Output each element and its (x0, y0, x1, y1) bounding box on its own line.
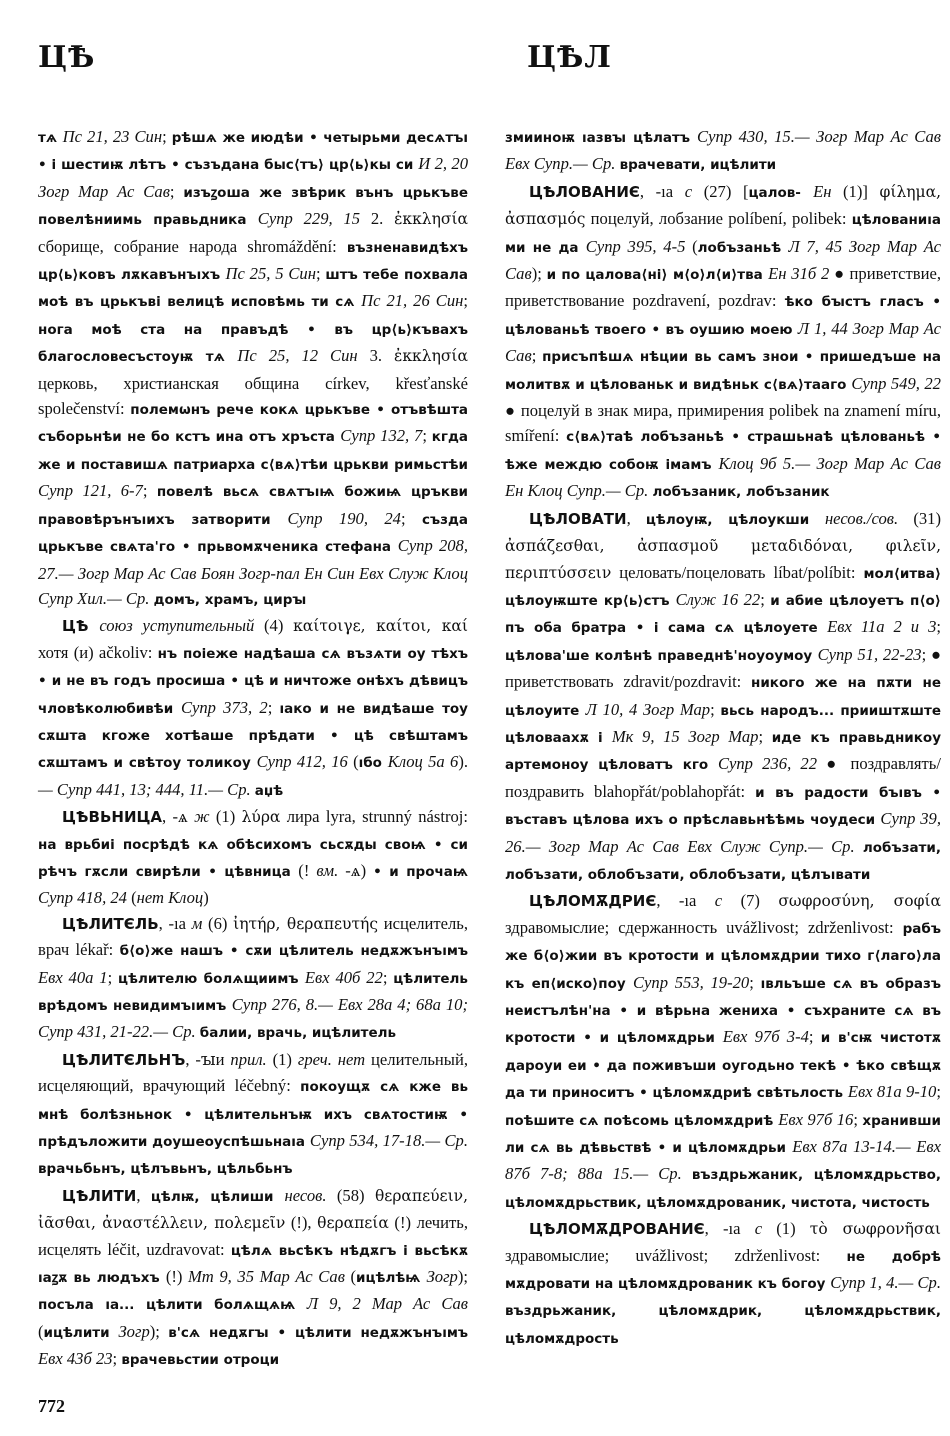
old-slavonic-quote: ицѣлѣѩ (356, 1270, 427, 1287)
definition-text: (1) (209, 807, 242, 827)
definition-text: ); (457, 1267, 468, 1287)
definition-text: ) (203, 888, 209, 908)
citation-text: Мк 9, 15 Зогр Мар (611, 726, 759, 746)
citation-text: Супр 549, 22 (851, 373, 941, 393)
old-slavonic-quote: покоущѫ сѧ кже вь мнѣ болѣзньнок • цѣлительнъѭ ихъ свѧтостиѭ • прѣдъложити доушеоуспѣшьнаıа (38, 1079, 468, 1151)
old-slavonic-quote: ıвльъше сѧ въ образъ неистълѣн'на • и вѣрьна женихa • съхраните сѧ въ кротости • и цѣломѫдрьи (505, 975, 942, 1047)
greek-equivalent: ἐκκλησία (394, 210, 469, 229)
old-slavonic-quote: врачевьстии отроци (121, 1352, 280, 1369)
definition-text: ; (531, 346, 543, 366)
citation-text: Пс 25, 5 Син (225, 264, 316, 284)
old-slavonic-quote: на врьбиі посрѣдѣ кѧ обѣсихомъ сьсѫды своѩ • си рѣчъ гѫсли свирѣли • цѣвница (38, 836, 468, 880)
old-slavonic-quote: създа црькъве свѧта'го • прьвомѫченика стефана (38, 511, 468, 556)
old-slavonic-quote: ıако и не видѣаше тоу сѫшта кгоже хотѣаше прѣдати • цѣ свѣштамъ сѫштамъ и свѣтоу толикоу (38, 700, 468, 772)
old-slavonic-quote: • и прочаѩ (373, 863, 468, 880)
old-slavonic-quote: поѣшите сѧ поѣсомь цѣломѫдриѣ (505, 1112, 779, 1129)
definition-text: , (136, 1185, 151, 1205)
dictionary-entry (38, 1047, 468, 1183)
dictionary-entry (505, 888, 941, 1216)
dictionary-entry (38, 613, 468, 804)
old-slavonic-quote: никого же на пѫти не цѣлоуите (505, 675, 941, 719)
definition-text: (1)] (831, 181, 880, 201)
old-slavonic-quote: кгда же и поставишѧ патриарха с⟨вѧ⟩тѣи црькви римьстѣи (38, 429, 468, 473)
definition-text: ); (531, 264, 547, 284)
old-slavonic-quote: хранивши ли сѧ вь дѣвьствѣ • и цѣломѫдрьи (505, 1112, 941, 1157)
entry-continuation (505, 124, 941, 179)
citation-text: Ен (813, 181, 832, 201)
definition-text: (31) (898, 508, 941, 528)
old-slavonic-quote: иде къ правьдникоу артемоноу цѣловатъ кго (505, 729, 941, 774)
definition-text: ; ● приветствовать zdravit/pozdravit: (505, 644, 941, 692)
definition-text: ( (347, 752, 359, 772)
old-slavonic-quote: въздрьжаник, цѣломѫдрьство, цѣломѫдрьствик, цѣломѫдрованик, чистота, чистость (505, 1167, 941, 1211)
citation-text: м (191, 913, 203, 933)
citation-text: Евх 81а 9-10 (847, 1082, 937, 1102)
citation-text: нет Клоц (136, 888, 204, 908)
definition-text: (1) (762, 1219, 810, 1239)
old-slavonic-quote: рабъ же б⟨о⟩жии въ кротости и цѣломѫдрии тихо г⟨лаго⟩ла къ еп⟨иско⟩поу (505, 920, 941, 992)
old-slavonic-quote: въздрьжаник, цѣломѫдрик, цѣломѫдрьствик, цѣломѫдрость (505, 1303, 941, 1347)
definition-text: ( (38, 1321, 44, 1341)
headword: ЦѢЛИТЄЛЬНЪ (62, 1050, 186, 1069)
citation-text: Евх 43б 23 (38, 1349, 113, 1369)
dictionary-entry (38, 804, 468, 911)
greek-equivalent: ἀσπάζεσθαι, ἀσπασμοῦ μεταδιδόναι, φιλεῖν, περιπτύσσειν (505, 537, 941, 582)
citation-text: прил. (230, 1049, 267, 1069)
definition-text: здравомыслие; uvážlivost; zdrženlivost: (505, 1245, 847, 1265)
definition-text: 2. (370, 209, 395, 229)
citation-text: И 2, 20 Зогр Мар Ас Сав (38, 154, 468, 201)
definition-text: поцелуй, лобзание políbení, polibek: (585, 209, 852, 229)
old-slavonic-quote: не добрѣ мѫдровати на цѣломѫдрованик къ богоу (505, 1248, 941, 1293)
definition-text: ; (936, 1082, 941, 1102)
definition-text: ; (422, 426, 432, 446)
citation-text: Служ 16 22 (675, 589, 761, 609)
old-slavonic-quote: в'сѧ недѫгꙑ • цѣлити недѫжънъıмъ (168, 1324, 468, 1341)
citation-text: Л 10, 4 Зогр Мар (585, 699, 711, 719)
old-slavonic-quote: изъꙁоша же звѣрик вънъ црькъве повелѣниимь правьдника (38, 184, 469, 229)
citation-text: с (754, 1219, 763, 1239)
old-slavonic-quote: и въ радости бъıвъ • въставъ цѣлова ихъ о прѣславьнѣѣмь чоудеси (505, 784, 941, 829)
definition-text: ; (808, 1027, 821, 1047)
citation-text: Евх 97б 3-4 (722, 1027, 809, 1047)
old-slavonic-quote: посъла ıа... цѣлити болѧщѧѩ (38, 1297, 307, 1314)
definition-text: ● поздравлять/поздравить blahopřát/poblahopřát: (505, 754, 941, 801)
definition-text: исцелитель, врач lékař: (38, 913, 468, 960)
citation-text: Зогр (426, 1267, 458, 1287)
old-slavonic-quote: цѣлоуѭ, цѣлоукши (645, 511, 825, 528)
citation-text: Супр 121, 6-7 (38, 481, 143, 501)
headword: ЦѢЛИТЄЛЬ (62, 914, 159, 933)
citation-text: Пс 21, 23 Син (62, 127, 163, 146)
citation-text: Супр 430, 15.— Зогр Мар Ас Сав Евх Супр.— Ср. (505, 127, 941, 174)
old-slavonic-quote: цѣлѧ вьсѣкъ нѣдѫгъ і вьсѣкѫ ıаꙁѫ вь людъхъ (38, 1242, 468, 1287)
definition-text: (58) (326, 1185, 375, 1205)
citation-text: Супр 412, 16 (256, 752, 348, 772)
running-head-right: ЦѢЛ (527, 40, 612, 75)
citation-text: Зогр (118, 1321, 150, 1341)
old-slavonic-quote: б⟨о⟩же нашъ • сѫи цѣлитель недѫжънъıмъ (119, 943, 468, 960)
citation-text: с (684, 181, 693, 201)
citation-text: Супр 276, 8.— Евх 28а 4; 68а 10; Супр 431, 21-22.— Ср. (38, 995, 468, 1042)
definition-text: ; (936, 617, 941, 637)
definition-text: ; (142, 481, 157, 501)
definition-text: 3. (369, 346, 395, 366)
definition-text: ● поцелуй в знак мира, примирения polibek na znamení míru, smíření: (505, 401, 941, 446)
definition-text: , (626, 508, 646, 528)
old-slavonic-quote: цѣлова'ше колѣнѣ праведнѣ'ноуоумоу (505, 647, 818, 664)
definition-text: (4) (254, 616, 294, 636)
definition-text: (7) (722, 891, 779, 911)
citation-text: Супр 51, 22-23 (817, 644, 922, 664)
definition-text: ; (749, 972, 761, 992)
old-slavonic-quote: лобъзаник, лобъзаник (652, 484, 830, 501)
old-slavonic-quote: врачевати, ицѣлити (619, 157, 777, 174)
definition-text: (!), (285, 1213, 318, 1233)
definition-text: ( (344, 1267, 357, 1287)
old-slavonic-quote: и в'сѭ чистотѫ дароуи еи • да поживъши оугодьно текѣ • ѣко свѣщѫ да ти приноситъ • цѣломѫдриѣ свѣтьлость (505, 1030, 941, 1102)
citation-text: Супр 373, 2 (180, 697, 268, 717)
headword: ЦѢЛОВАТИ (529, 509, 627, 528)
definition-text: (!) (165, 1267, 188, 1287)
definition-text: ; (315, 264, 326, 284)
definition-text: (!) лечить, исцелять léčit, uzdravovat: (38, 1213, 468, 1259)
citation-text: Супр 39, 26.— Зогр Мар Ас Сав Евх Служ Супр.— Ср. (505, 809, 941, 856)
definition-text: , -ıа (704, 1219, 755, 1239)
old-slavonic-quote: рѣшѧ же июдѣи • четырьми десѧтъı • і шестиѭ лѣтъ • съзъдана быс⟨тъ⟩ цр⟨ь⟩кы си (38, 130, 468, 174)
citation-text: Евх 40б 22 (304, 967, 383, 987)
citation-text: Евх 11а 2 и 3 (827, 617, 937, 637)
old-slavonic-quote: ицѣлити (43, 1324, 119, 1341)
old-slavonic-quote: аџѣ (254, 782, 284, 799)
old-slavonic-quote: тѧ (38, 130, 63, 146)
old-slavonic-quote: повелѣ вьсѧ свѧтъıѩ божиѩ цръкви правовѣрънъıихъ затворити (38, 484, 468, 528)
citation-text: Пс 21, 26 Син (361, 291, 464, 311)
definition-text: ; (169, 181, 184, 201)
definition-text: ; (760, 589, 771, 609)
citation-text: Мт 9, 35 Мар Ас Сав (187, 1267, 345, 1287)
citation-text: Супр 1, 4.— Ср. (830, 1273, 941, 1293)
definition-text: здравомыслие; сдержанность uvážlivost; zdrženlivost: (505, 917, 903, 937)
definition-text: ( (685, 236, 698, 256)
old-slavonic-quote: цѣлѭ, цѣлиши (150, 1188, 285, 1205)
definition-text: (6) (202, 913, 234, 933)
headword: ЦѢ (62, 617, 100, 636)
definition-text: (! (298, 860, 317, 880)
greek-equivalent: θεραπεύειν, ἰᾶσθαι, ἀναστέλλειν, πολεμεῖν (38, 1186, 468, 1233)
old-slavonic-quote: змииноѭ ıазвꙑ цѣлатъ (505, 130, 698, 146)
citation-text: Пс 25, 12 Син (237, 346, 370, 366)
dictionary-entry (505, 179, 941, 506)
old-slavonic-quote: балии, врачь, ицѣлитель (199, 1025, 397, 1042)
definition-text: ; (758, 726, 772, 746)
old-slavonic-quote: цѣлованиıа ми не да (505, 212, 941, 256)
citation-text: Клоц 5а 6 (387, 752, 459, 772)
citation-text: несов./сов. (824, 508, 899, 528)
old-slavonic-quote: домъ, храмъ, цирꙑ (153, 591, 307, 608)
greek-equivalent: λύρα (241, 808, 281, 827)
definition-text: , -ꙑи (185, 1049, 231, 1069)
greek-equivalent: τὸ σωφρονῆσαι (809, 1220, 941, 1239)
definition-text: ; (463, 291, 468, 311)
greek-equivalent: θεραπεία (317, 1214, 389, 1233)
greek-equivalent: ἰητήρ, θεραπευτής (233, 914, 379, 933)
definition-text: , -ıа (639, 181, 685, 201)
old-slavonic-quote: лобъзати, лобъзати, облобъзати, облобъзати, цѣлъıвати (505, 839, 941, 883)
citation-text: Л 1, 44 Зогр Мар Ас Сав (505, 318, 942, 366)
citation-text: Л 9, 2 Мар Ас Сав (306, 1294, 468, 1314)
citation-text: союз уступительный (99, 616, 255, 636)
old-slavonic-quote: с⟨вѧ⟩таѣ лобъзаньѣ • страшьнаѣ цѣлованьѣ • ѣже междю собоѭ імамъ (505, 429, 941, 473)
definition-text: ; (112, 1349, 122, 1369)
definition-text: ). (458, 752, 468, 772)
page-number: 772 (38, 1396, 65, 1416)
old-slavonic-quote: цалов- (748, 184, 814, 201)
citation-text: Супр 418, 24 (38, 888, 127, 908)
old-slavonic-quote: и по цалова⟨ні⟩ м⟨о⟩л⟨и⟩тва (546, 267, 769, 284)
old-slavonic-quote: вьсь народъ... прииштѫште цѣловаахѫ і (505, 702, 941, 746)
greek-equivalent: σωφροσύνη, σοφία (778, 892, 941, 911)
definition-text: ● приветствие, приветствование pozdravení, pozdrav: (505, 264, 942, 311)
old-slavonic-quote: ıбо (358, 755, 388, 772)
greek-equivalent: καίτοιγε, καίτοι, καί (293, 617, 468, 636)
old-slavonic-quote: цѣлителю болѧщиимъ (118, 970, 305, 987)
dictionary-entry (38, 1183, 468, 1374)
old-slavonic-quote: присъпѣшѧ нѣции вь самъ знои • пришедъше на молитвѫ и цѣлованьк и видѣньк с⟨вѧ⟩тааго (505, 349, 942, 393)
citation-text: ж (194, 807, 210, 827)
definition-text: -ѧ) (338, 860, 374, 880)
greek-equivalent: ἐκκλησία (394, 347, 468, 366)
definition-text: лира lyra, strunný nástroj: (280, 807, 469, 827)
definition-text: ; (107, 967, 119, 987)
headword: ЦѢЛОМѪДРИЄ (529, 892, 657, 911)
definition-text: ; (853, 1109, 863, 1129)
headword: ЦѢЛИТИ (62, 1186, 137, 1205)
old-slavonic-quote: и абие цѣлоуетъ п⟨о⟩пъ оба братра • і сама сѧ цѣлоуете (505, 592, 941, 637)
citation-text: вм. (316, 860, 339, 880)
old-slavonic-quote: цѣлитель врѣдомъ невидимъıимъ (38, 970, 468, 1014)
definition-text: ( (126, 888, 137, 908)
running-head-left: ЦѢ (38, 40, 96, 75)
definition-text: , -ıа (158, 913, 192, 933)
definition-text: ; (382, 967, 394, 987)
greek-equivalent: φίλημα, ἀσπασμός (505, 182, 942, 229)
citation-text: Евх 87а 13-14.— Евх 87б 7-8; 88а 15.— Ср. (505, 1137, 941, 1184)
definition-text: целовать/поцеловать líbat/políbit: (611, 562, 864, 582)
citation-text: Супр 395, 4-5 (585, 236, 686, 256)
headword: ЦѢЛОМѪДРОВАНИЄ (529, 1220, 705, 1239)
headword: ЦѢЛОВАНИЄ (529, 182, 640, 201)
citation-text: Супр 190, 24 (287, 508, 401, 528)
entry-continuation (38, 124, 468, 613)
dictionary-entry (505, 506, 941, 889)
citation-text: Супр 553, 19-20 (632, 972, 750, 992)
dictionary-entry (505, 1216, 941, 1352)
right-column (505, 124, 941, 1352)
old-slavonic-quote: врачьбьнъ, цѣлъвьнъ, цѣльбьнъ (38, 1161, 293, 1178)
definition-text: , -ıа (656, 891, 715, 911)
citation-text: Супр 229, 15 (257, 209, 371, 229)
definition-text: ; (162, 127, 172, 146)
definition-text: ; (400, 508, 422, 528)
citation-text: Супр 132, 7 (340, 426, 423, 446)
definition-text: ; (267, 697, 280, 717)
citation-text: Евх 40а 1 (38, 967, 108, 987)
old-slavonic-quote: възненавидѣхъ цр⟨ь⟩ковъ лѫкавънъıхъ (38, 239, 468, 284)
citation-text: греч. нет (297, 1049, 366, 1069)
dictionary-entry (38, 911, 468, 1047)
definition-text: ; (710, 699, 721, 719)
definition-text: (1) (266, 1049, 298, 1069)
old-slavonic-quote: полемωнъ рече кокѧ црькъве • отъвѣшта съборьнѣи не бо кстъ ина отъ хръста (38, 402, 468, 446)
old-slavonic-quote: ѣко бꙑстъ гласъ • цѣлованьѣ твоего • въ оушию моею (505, 294, 941, 338)
citation-text: — Супр 441, 13; 444, 11.— Ср. (38, 779, 255, 799)
citation-text: Клоц 9б 5.— Зогр Мар Ас Сав Ен Клоц Супр.— Ср. (505, 453, 941, 501)
old-slavonic-quote: лобъзаньѣ (697, 239, 789, 256)
definition-text: хотя (и) ačkoliv: (38, 642, 158, 662)
old-slavonic-quote: мол⟨итва⟩ цѣлоуѭште кр⟨ь⟩стъ (505, 565, 941, 609)
citation-text: Супр 534, 17-18.— Ср. (309, 1131, 468, 1151)
old-slavonic-quote: нога моѣ ста на правъдѣ • въ цр⟨ь⟩къвахъ благословесъстоуѭ тѧ (38, 321, 468, 366)
old-slavonic-quote: нъ поіеже надѣаша сѧ възѧти оу тѣхъ • и не въ годъ просиша • цѣ и ничтоже онѣхъ дѣвицъ чловѣколюбивѣи (38, 645, 468, 717)
headword: ЦѢВЬНИЦА (62, 808, 163, 827)
citation-text: Ен 31б 2 (768, 264, 830, 284)
citation-text: с (714, 891, 723, 911)
citation-text: Супр 208, 27.— Зогр Мар Ас Сав Боян Зогр-пал Ен Син Евх Служ Клоц Супр Хил.— Ср. (38, 536, 468, 608)
citation-text: несов. (284, 1185, 327, 1205)
citation-text: Супр 236, 22 (717, 754, 818, 774)
left-column (38, 124, 468, 1374)
citation-text: Л 7, 45 Зогр Мар Ас Сав (505, 236, 942, 284)
old-slavonic-quote: штъ тебе похвала моѣ въ црькъві велицѣ исповѣмь ти сѧ (38, 267, 468, 311)
definition-text: , -ѧ (162, 807, 195, 827)
definition-text: сборище, собрание народа shromáždění: (38, 236, 347, 256)
citation-text: Евх 97б 16 (778, 1109, 854, 1129)
definition-text: (27) [ (692, 181, 749, 201)
definition-text: целительный, исцеляющий, врачующий léčebný: (38, 1049, 468, 1096)
definition-text: ); (149, 1321, 169, 1341)
definition-text: церковь, христианская община církev, křesťanské společenství: (38, 373, 468, 419)
